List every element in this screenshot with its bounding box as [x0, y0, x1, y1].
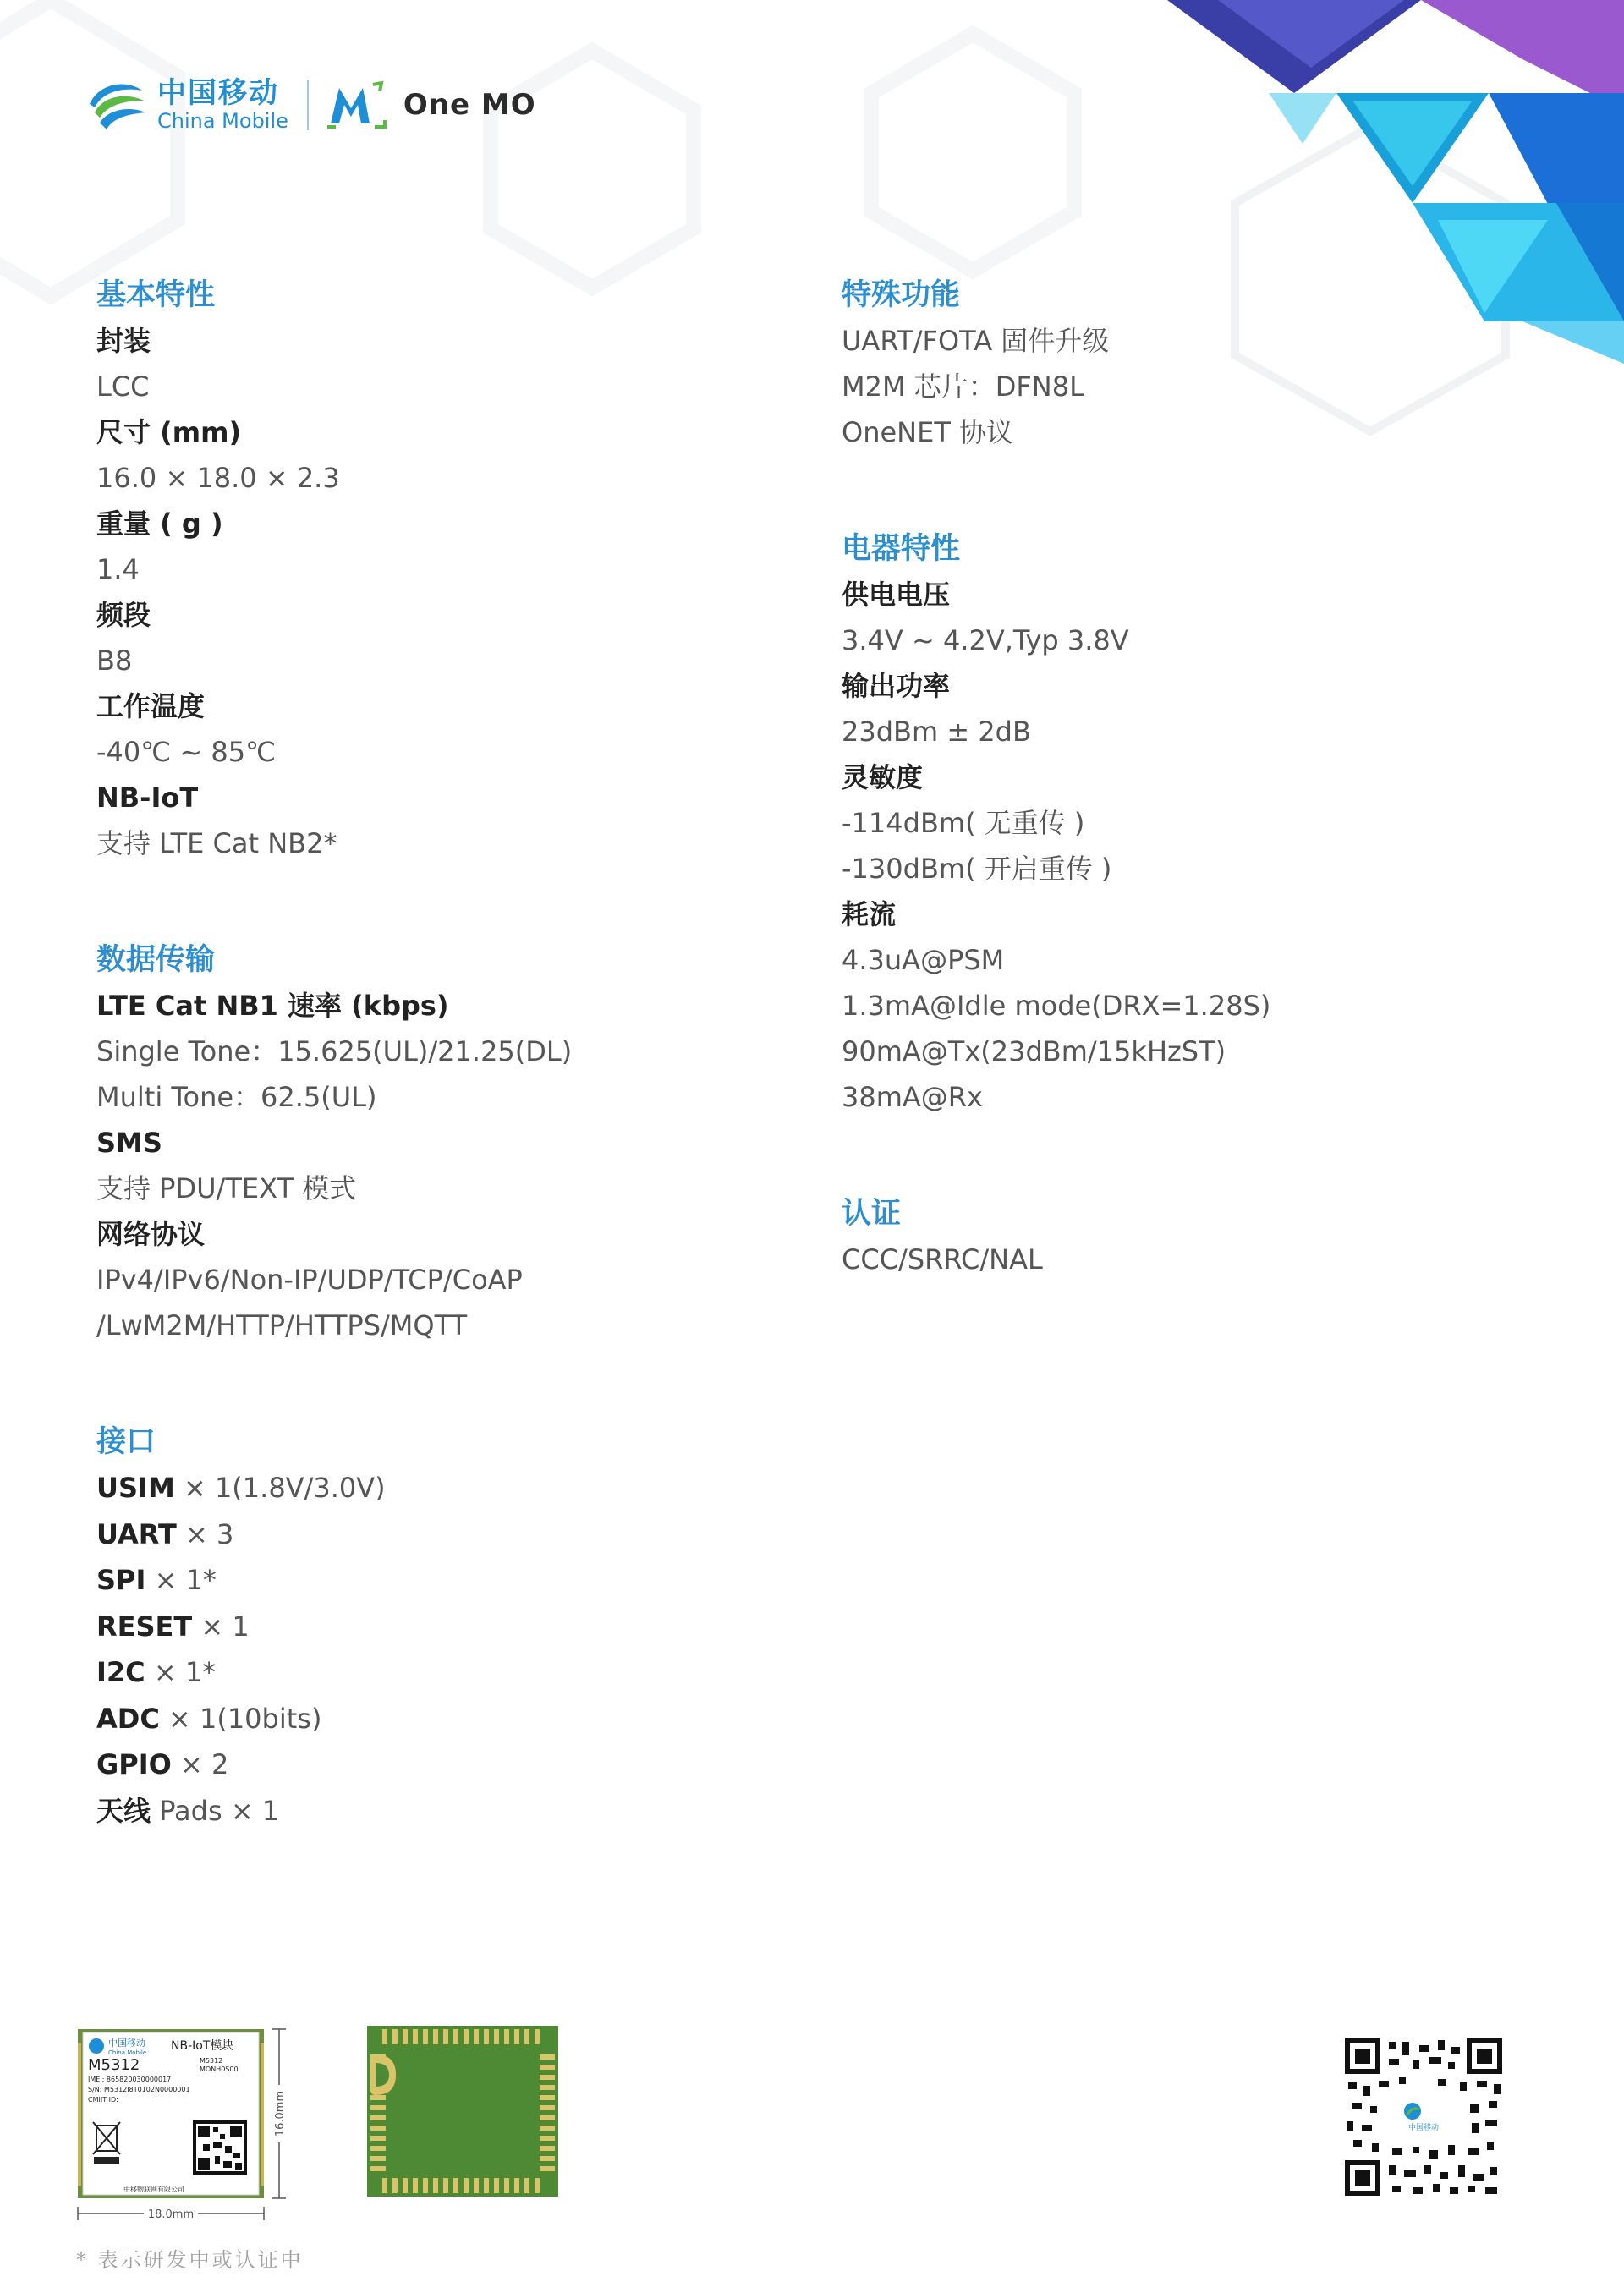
label-imei: IMEI: 865820030000017 [88, 2076, 172, 2083]
spec-label: 网络协议 [96, 1218, 206, 1250]
label-cmiit: CMIIT ID: [88, 2096, 118, 2104]
spec-label: 输出功率 [842, 670, 951, 702]
interface-item [96, 1557, 790, 1604]
interface-spec: × 2 [180, 1748, 229, 1780]
spec-label: 灵敏度 [842, 761, 924, 793]
section-gap [96, 866, 790, 937]
spec-label: 频段 [96, 599, 151, 631]
interface-item [96, 1649, 790, 1696]
qr-code-icon [1345, 2038, 1502, 2196]
footnote: * 表示研发中或认证中 [76, 2248, 304, 2272]
spec-value: 支持 PDU/TEXT 模式 [96, 1172, 357, 1204]
dimension-height: 16.0mm [274, 2090, 287, 2137]
interface-name: I2C [96, 1656, 145, 1688]
interface-item [96, 1788, 790, 1835]
section-title-data: 数据传输 [96, 943, 216, 977]
interface-name: GPIO [96, 1748, 172, 1780]
interface-name: SPI [96, 1564, 146, 1596]
spec-value: 1.4 [96, 553, 140, 585]
interface-spec: × 1 [200, 1610, 250, 1643]
spec-value: CCC/SRRC/NAL [842, 1243, 1043, 1275]
brand-name-en: China Mobile [157, 109, 288, 133]
label-sn: S/N: M5312I8T0102N0000001 [88, 2086, 190, 2093]
spec-value: UART/FOTA 固件升级 [842, 325, 1110, 357]
section-gap [96, 1348, 790, 1419]
onemo-logo: One MO [403, 88, 536, 122]
spec-label: 工作温度 [96, 690, 206, 722]
brand-divider [307, 80, 309, 130]
interface-spec: × 1* [154, 1564, 217, 1596]
interface-spec: × 1(10bits) [167, 1702, 322, 1735]
interface-item [96, 1696, 790, 1742]
spec-label: LTE Cat NB1 速率 (kbps) [96, 990, 449, 1022]
spec-value: Single Tone：15.625(UL)/21.25(DL) [96, 1035, 573, 1067]
spec-value: 38mA@Rx [842, 1081, 983, 1113]
label-brand: 中国移动 [108, 2038, 145, 2049]
interface-name: ADC [96, 1702, 160, 1735]
spec-value: 1.3mA@Idle mode(DRX=1.28S) [842, 990, 1271, 1022]
label-maker: 中移物联网有限公司 [123, 2186, 184, 2193]
spec-label: 耗流 [842, 898, 897, 930]
header-brand [85, 71, 536, 139]
module-bottom-view [367, 2026, 562, 2199]
section-title-special: 特殊功能 [842, 278, 961, 312]
spec-label: 封装 [96, 325, 151, 357]
interface-name: USIM [96, 1472, 175, 1504]
spec-label: NB-IoT [96, 782, 199, 814]
section-title-cert: 认证 [842, 1197, 902, 1231]
interface-spec: Pads × 1 [159, 1794, 280, 1827]
section-title-electrical: 电器特性 [842, 532, 961, 566]
spec-value: -114dBm( 无重传 ) [842, 807, 1085, 839]
interface-item [96, 1742, 790, 1788]
spec-value: M2M 芯片：DFN8L [842, 370, 1084, 403]
interface-item [96, 1511, 790, 1558]
section-title-interface: 接口 [96, 1425, 156, 1459]
spec-value: -40℃ ~ 85℃ [96, 736, 277, 768]
spec-value: -130dBm( 开启重传 ) [842, 853, 1112, 885]
section-gap [842, 1120, 1569, 1191]
interface-spec: × 1* [153, 1656, 217, 1688]
interface-item [96, 1465, 790, 1511]
label-qr-code-icon [193, 2120, 247, 2175]
module-top-view [73, 2026, 326, 2233]
label-kind: NB-IoT模块 [171, 2039, 234, 2053]
spec-value: LCC [96, 370, 150, 403]
spec-value: 23dBm ± 2dB [842, 716, 1031, 748]
spec-label: 重量 ( g ) [96, 507, 223, 540]
left-column [96, 272, 790, 1834]
interface-item [96, 1604, 790, 1650]
spec-value: B8 [96, 645, 133, 677]
spec-value: 90mA@Tx(23dBm/15kHzST) [842, 1035, 1226, 1067]
spec-value: Multi Tone：62.5(UL) [96, 1081, 377, 1113]
interface-spec: × 1(1.8V/3.0V) [183, 1472, 386, 1504]
spec-value: 16.0 × 18.0 × 2.3 [96, 462, 340, 494]
spec-value: /LwM2M/HTTP/HTTPS/MQTT [96, 1309, 468, 1341]
interface-name: RESET [96, 1610, 193, 1643]
section-gap [842, 455, 1569, 526]
right-column [842, 272, 1569, 1282]
label-brand-en: China Mobile [108, 2049, 147, 2056]
label-code: MONH0S00 [200, 2065, 239, 2073]
section-title-basic: 基本特性 [96, 278, 216, 312]
dimension-width: 18.0mm [147, 2208, 195, 2221]
interface-name: UART [96, 1517, 177, 1550]
label-model: M5312 [88, 2056, 140, 2074]
spec-value: OneNET 协议 [842, 416, 1014, 448]
qr-center-brand: 中国移动 [1407, 2124, 1440, 2132]
interface-name: 天线 [96, 1794, 151, 1827]
spec-label: SMS [96, 1127, 162, 1159]
spec-label: 供电电压 [842, 579, 951, 611]
spec-value: IPv4/IPv6/Non-IP/UDP/TCP/CoAP [96, 1264, 523, 1296]
label-model-small: M5312 [200, 2057, 223, 2065]
brand-name-cn: 中国移动 [157, 76, 279, 110]
m-logo-icon [326, 80, 387, 130]
interface-spec: × 3 [184, 1517, 234, 1550]
spec-label: 尺寸 (mm) [96, 416, 242, 448]
spec-value: 3.4V ~ 4.2V,Typ 3.8V [842, 624, 1129, 656]
china-mobile-logo-icon [85, 75, 147, 134]
spec-value: 4.3uA@PSM [842, 944, 1005, 976]
spec-value: 支持 LTE Cat NB2* [96, 827, 337, 859]
